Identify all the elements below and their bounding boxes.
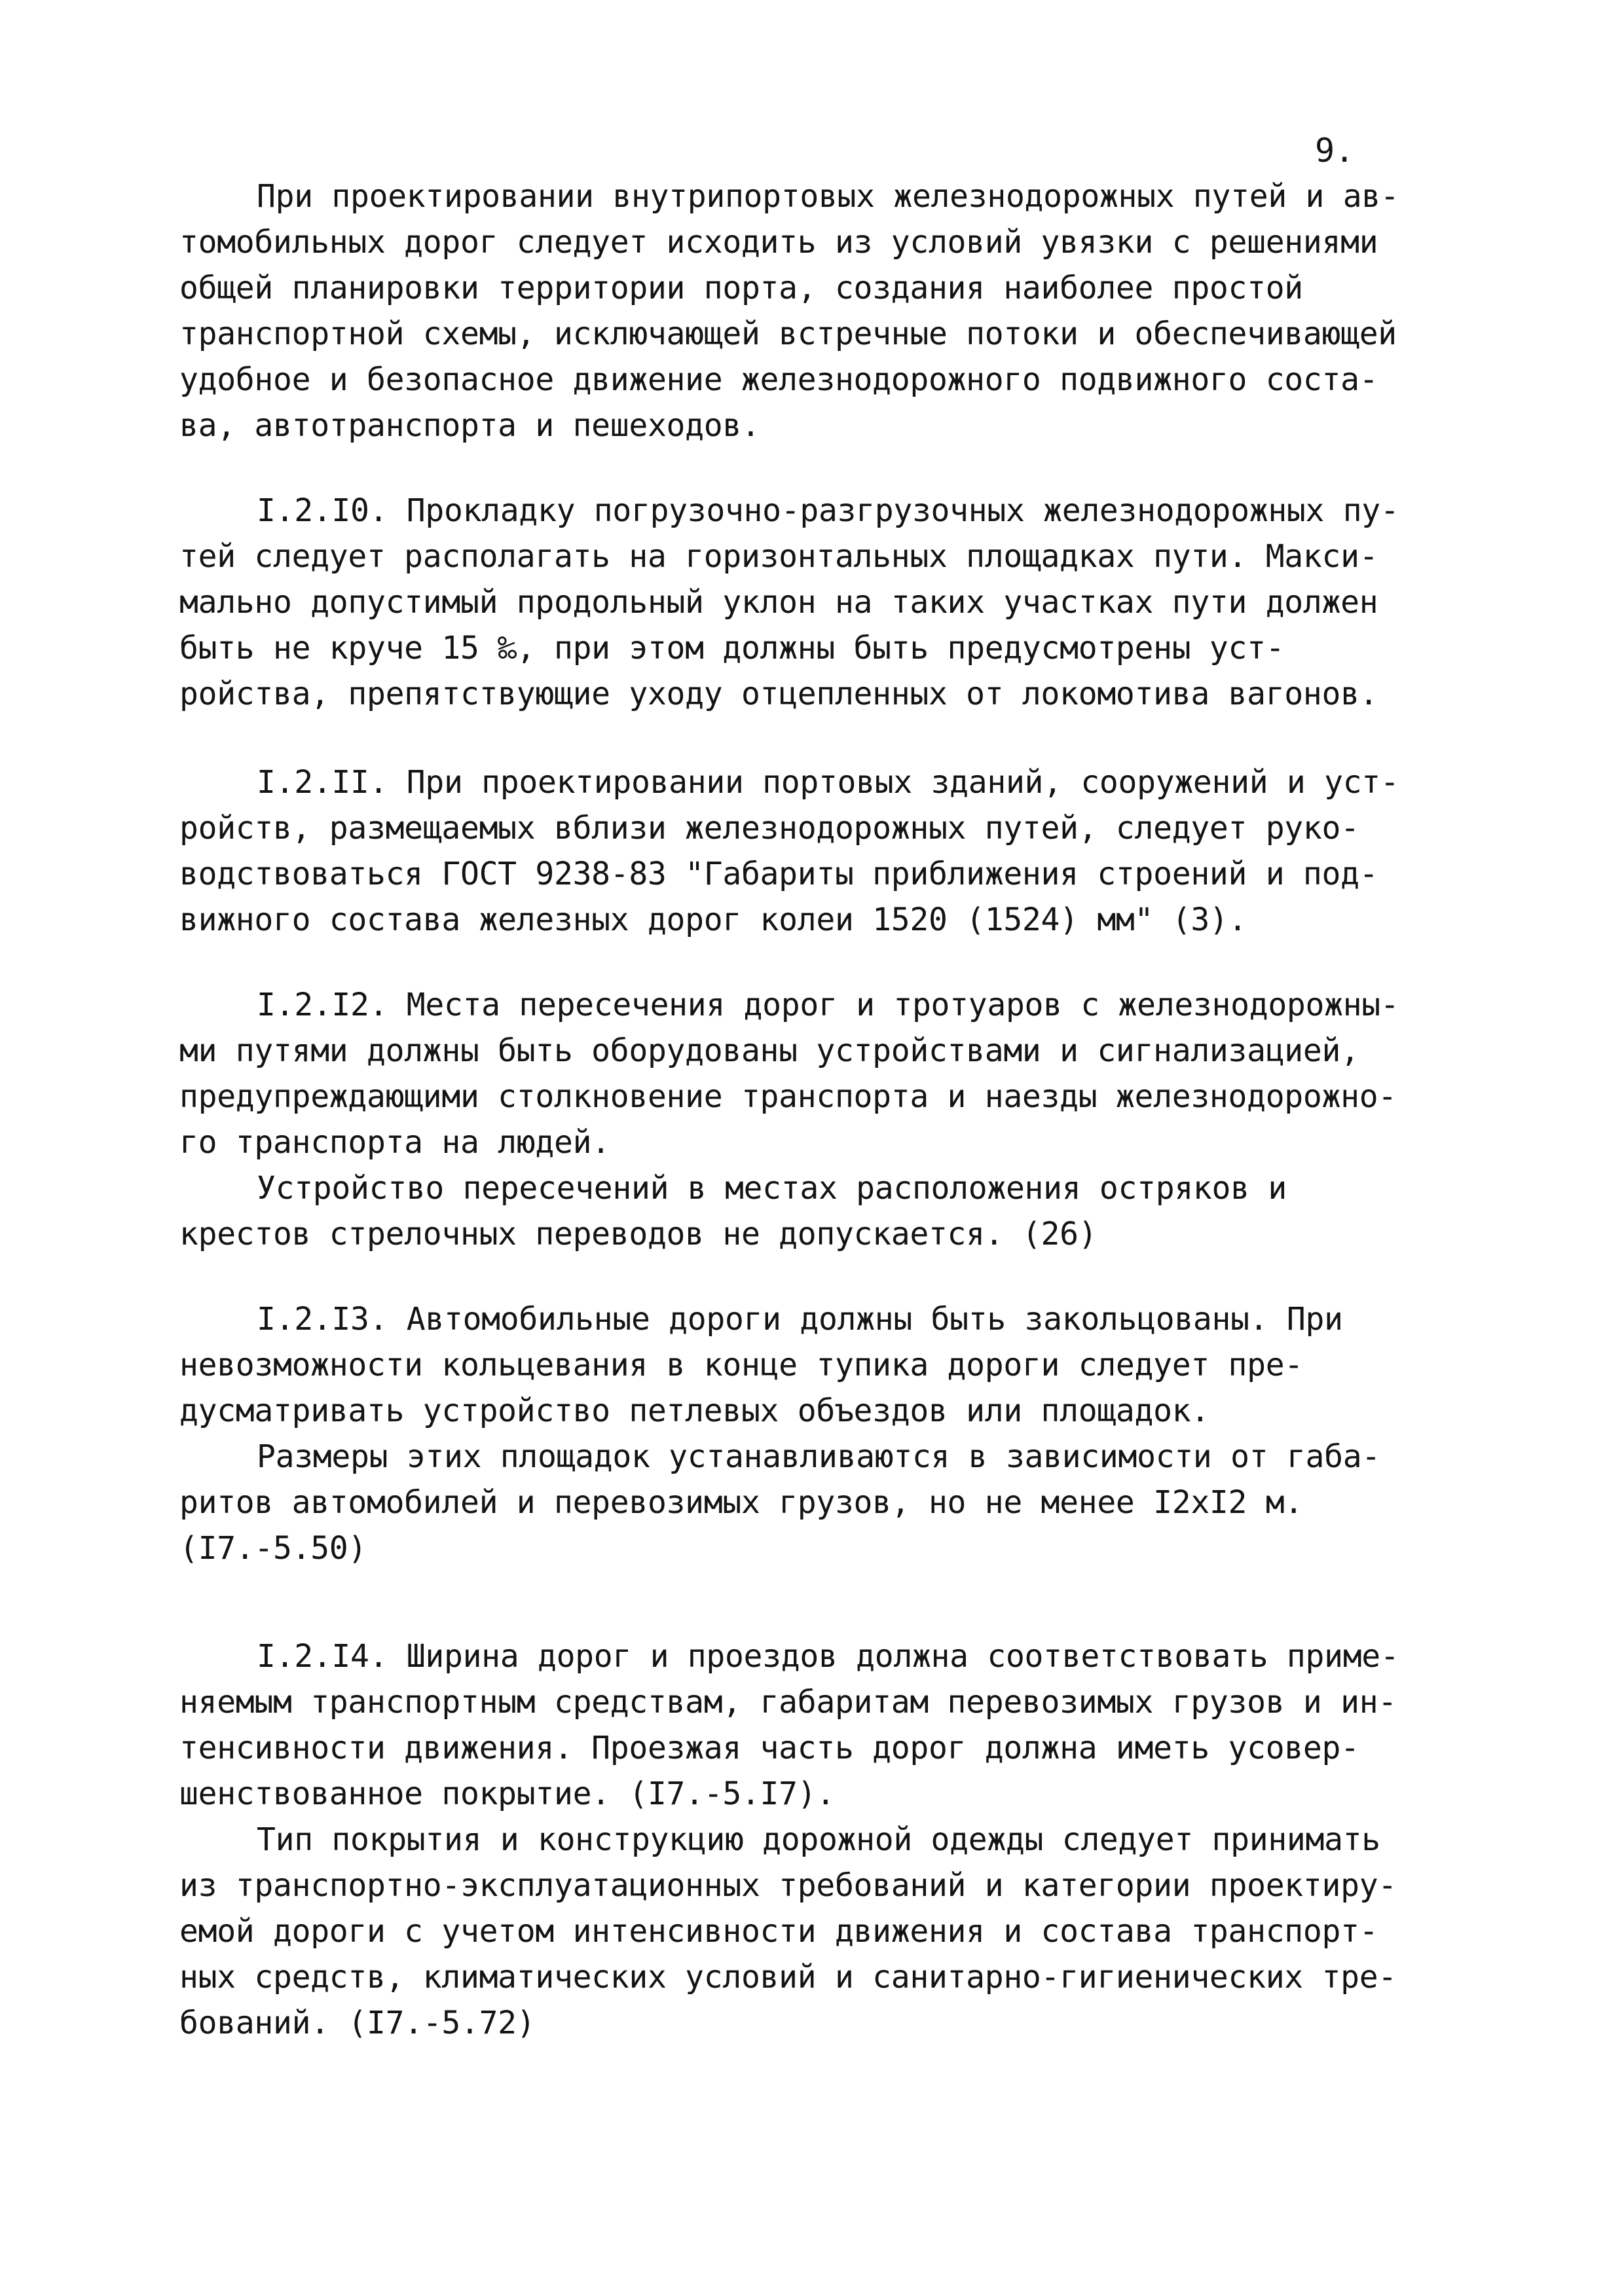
text-line: невозможности кольцевания в конце тупика дороги следует пре- — [179, 1347, 1303, 1383]
text-line: томобильных дорог следует исходить из условий увязки с решениями — [179, 224, 1378, 261]
text-line: При проектировании внутрипортовых железнодорожных путей и ав- — [257, 178, 1399, 215]
text-line: (I7.-5.50) — [179, 1530, 367, 1567]
text-line: тенсивности движения. Проезжая часть дорог должна иметь усовер- — [179, 1730, 1359, 1766]
clause-first-line: I.2.II. При проектировании портовых зданий, сооружений и уст- — [257, 764, 1399, 801]
text-line: Тип покрытия и конструкцию дорожной одежды следует принимать — [257, 1821, 1380, 1858]
clause-first-line: I.2.I2. Места пересечения дорог и тротуаров с железнодорожны- — [257, 987, 1399, 1023]
clause-first-line: I.2.I0. Прокладку погрузочно-разгрузочных железнодорожных пу- — [257, 492, 1399, 529]
clause-first-line: I.2.I3. Автомобильные дороги должны быть закольцованы. При — [257, 1301, 1343, 1338]
text-line: крестов стрелочных переводов не допускается. (26) — [179, 1216, 1098, 1252]
text-line: Размеры этих площадок устанавливаются в зависимости от габа- — [257, 1438, 1380, 1475]
text-line: шенствованное покрытие. (I7.-5.I7). — [179, 1776, 835, 1812]
text-line: Устройство пересечений в местах расположения остряков и — [257, 1170, 1287, 1207]
text-line: водствоваться ГОСТ 9238-83 "Габариты приближения строений и под- — [179, 856, 1378, 892]
text-line: ройства, препятствующие уходу отцепленных от локомотива вагонов. — [179, 676, 1378, 712]
text-line: емой дороги с учетом интенсивности движения и состава транспорт- — [179, 1913, 1378, 1950]
text-line: удобное и безопасное движение железнодорожного подвижного соста- — [179, 361, 1378, 398]
text-line: ритов автомобилей и перевозимых грузов, но не менее I2xI2 м. — [179, 1484, 1303, 1521]
text-line: го транспорта на людей. — [179, 1124, 610, 1161]
clause-first-line: I.2.I4. Ширина дорог и проездов должна соответствовать приме- — [257, 1638, 1399, 1675]
text-line: из транспортно-эксплуатационных требований и категории проектиру- — [179, 1867, 1397, 1904]
text-line: ва, автотранспорта и пешеходов. — [179, 407, 760, 444]
text-line: общей планировки территории порта, создания наиболее простой — [179, 270, 1303, 306]
text-line: транспортной схемы, исключающей встречные потоки и обеспечивающей — [179, 316, 1397, 352]
text-line: предупреждающими столкновение транспорта и наезды железнодорожно- — [179, 1078, 1397, 1115]
text-line: ройств, размещаемых вблизи железнодорожных путей, следует руко- — [179, 810, 1359, 847]
text-line: мально допустимый продольный уклон на таких участках пути должен — [179, 584, 1378, 621]
text-line: быть не круче 15 ‰, при этом должны быть предусмотрены уст- — [179, 630, 1285, 666]
text-line: няемым транспортным средствам, габаритам перевозимых грузов и ин- — [179, 1684, 1397, 1721]
text-line: вижного состава железных дорог колеи 1520 (1524) мм" (3). — [179, 902, 1247, 938]
text-line: ных средств, климатических условий и санитарно-гигиенических тре- — [179, 1959, 1397, 1995]
page-number: 9. — [1315, 132, 1355, 170]
text-line: бований. (I7.-5.72) — [179, 2005, 536, 2041]
text-line: дусматривать устройство петлевых объездов или площадок. — [179, 1393, 1209, 1429]
text-line: тей следует располагать на горизонтальных площадках пути. Макси- — [179, 538, 1378, 575]
text-line: ми путями должны быть оборудованы устройствами и сигнализацией, — [179, 1032, 1359, 1069]
